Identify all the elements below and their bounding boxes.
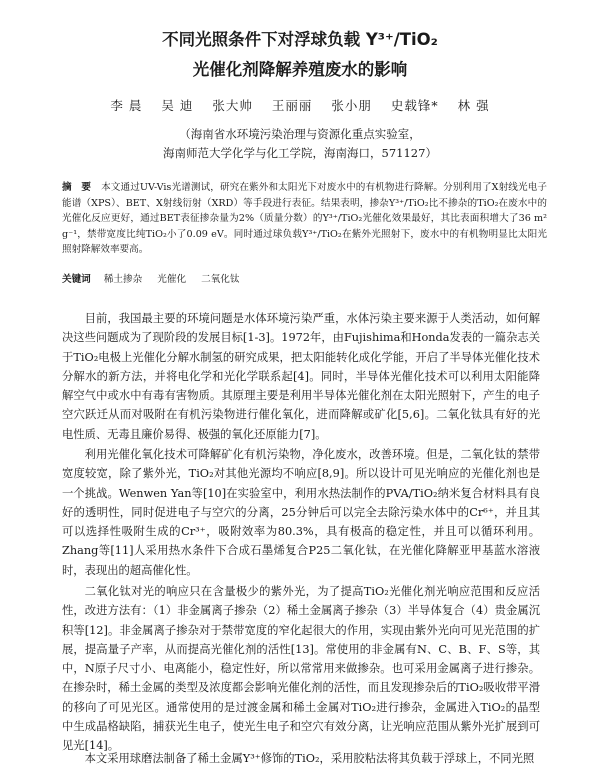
author: 李 晨 <box>110 98 143 113</box>
body-paragraph <box>62 309 540 444</box>
affiliation-line2: 海南师范大学化学与化工学院，海南海口，571127） <box>163 146 437 160</box>
author: 王丽丽 <box>271 98 313 113</box>
author: 林 强 <box>457 98 490 113</box>
abstract-label: 摘 要 <box>62 182 92 193</box>
paper-title-line2: 光催化剂降解养殖废水的影响 <box>192 60 408 79</box>
abstract <box>62 180 547 258</box>
author: 张小朋 <box>331 98 372 113</box>
keyword: 光催化 <box>157 274 187 285</box>
abstract-text: 本文通过UV-Vis光谱测试，研究在紫外和太阳光下对废水中的有机物进行降解。分别利用了X射线光电子能谱（XPS）、BET、X射线衍射（XRD）等手段进行表征。结果表明，掺杂Y³⁺/TiO₂比不掺杂的TiO₂在废水中的光催化反应更好，通过BET表征掺杂量为2%（质量分数）的Y³⁺/TiO₂光催化效果最好，其比表面积增大了36 m² g⁻¹，禁带宽度比纯TiO₂小了0.09 eV。同时通过球负载Y³⁺/TiO₂在紫外光照射下，废水中的有机物明显比太阳光照射降解效率要高。 <box>62 182 547 255</box>
body-paragraph <box>62 445 540 580</box>
paragraph-text: 本文采用球磨法制备了稀土金属Y³⁺修饰的TiO₂，采用胶粘法将其负载于浮球上，不同光照 <box>84 752 535 765</box>
paragraph-text: 二氧化钛对光的响应只在含量极少的紫外光，为了提高TiO₂光催化剂光响应范围和反应活性，改进方法有：（1）非金属离子掺杂（2）稀土金属离子掺杂（3）半导体复合（4）贵金属沉积等[12]。非金属离子掺杂对于禁带宽度的窄化起很大的作用，实现由紫外光向可见光范围的扩展，提高量子产率，从而提高光催化剂的活性[13]。常使用的非金属有N、C、B、F、S等，其中，N原子尺寸小、电离能小，稳定性好，所以常常用来做掺杂。也可采用金属离子进行掺杂。在掺杂时，稀土金属的类型及浓度都会影响光催化剂的活性，而且发现掺杂后的TiO₂吸收带平滑的移向了可见光区。通常使用的是过渡金属和稀土金属对TiO₂进行掺杂，金属进入TiO₂的晶型中生成晶格缺陷，捕获光生电子，使光生电子和空穴有效分离，让光响应范围从紫外光扩展到可见光[14]。 <box>62 585 540 753</box>
author: 吴 迪 <box>161 98 194 113</box>
keyword: 稀土掺杂 <box>103 274 143 285</box>
body-paragraph <box>62 749 540 768</box>
body-paragraph <box>62 582 540 756</box>
paper-title-line1: 不同光照条件下对浮球负载 Y³⁺/TiO₂ <box>162 30 438 49</box>
keyword: 二氧化钛 <box>201 274 240 285</box>
paragraph-text: 利用光催化氧化技术可降解矿化有机污染物，净化废水，改善环境。但是，二氧化钛的禁带宽度较宽，除了紫外光，TiO₂对其他光源均不响应[8,9]。所以设计可见光响应的光催化剂也是一个挑战。Wenwen Yan等[10]在实验室中，利用水热法制作的PVA/TiO₂纳米复合材料具有良好的透明性，同时促进电子与空穴的分离，25分钟后可以完全去除污染水体中的Cr⁶⁺，并且其可以选择性吸附生成的Cr³⁺，吸附效率为80.3%，具有极高的稳定性，并且可以循环利用。Zhang等[11]人采用热水条件下合成石墨烯复合P25二氧化钛，在光催化降解亚甲基蓝水溶液时，表现出的超高催化性。 <box>62 448 540 577</box>
keywords-label: 关键词 <box>62 274 91 285</box>
paragraph-text: 目前，我国最主要的环境问题是水体环境污染严重，水体污染主要来源于人类活动，如何解决这些问题成为了现阶段的发展目标[1-3]。1972年，由Fujishima和Honda发表的一篇杂志关于TiO₂电极上光催化分解水制氢的研究成果，把太阳能转化成化学能，开启了半导体光催化技术分解水的新方法，并将电化学和光化学联系起[4]。同时，半导体光催化技术可以利用太阳能降解空气中或水中有毒有害物质。其原理主要是利用半导体光催化剂在太阳光照射下，产生的电子空穴跃迁从而对吸附在有机污染物进行催化氧化，进而降解或矿化[5,6]。二氧化钛具有好的光电性质、无毒且廉价易得、极强的氧化还原能力[7]。 <box>62 312 540 441</box>
author: 史载锋* <box>390 98 439 113</box>
author-list <box>0 96 600 114</box>
author: 张大帅 <box>212 98 253 113</box>
keywords <box>62 271 252 285</box>
affiliation-line1: （海南省水环境污染治理与资源化重点实验室， <box>179 127 421 141</box>
